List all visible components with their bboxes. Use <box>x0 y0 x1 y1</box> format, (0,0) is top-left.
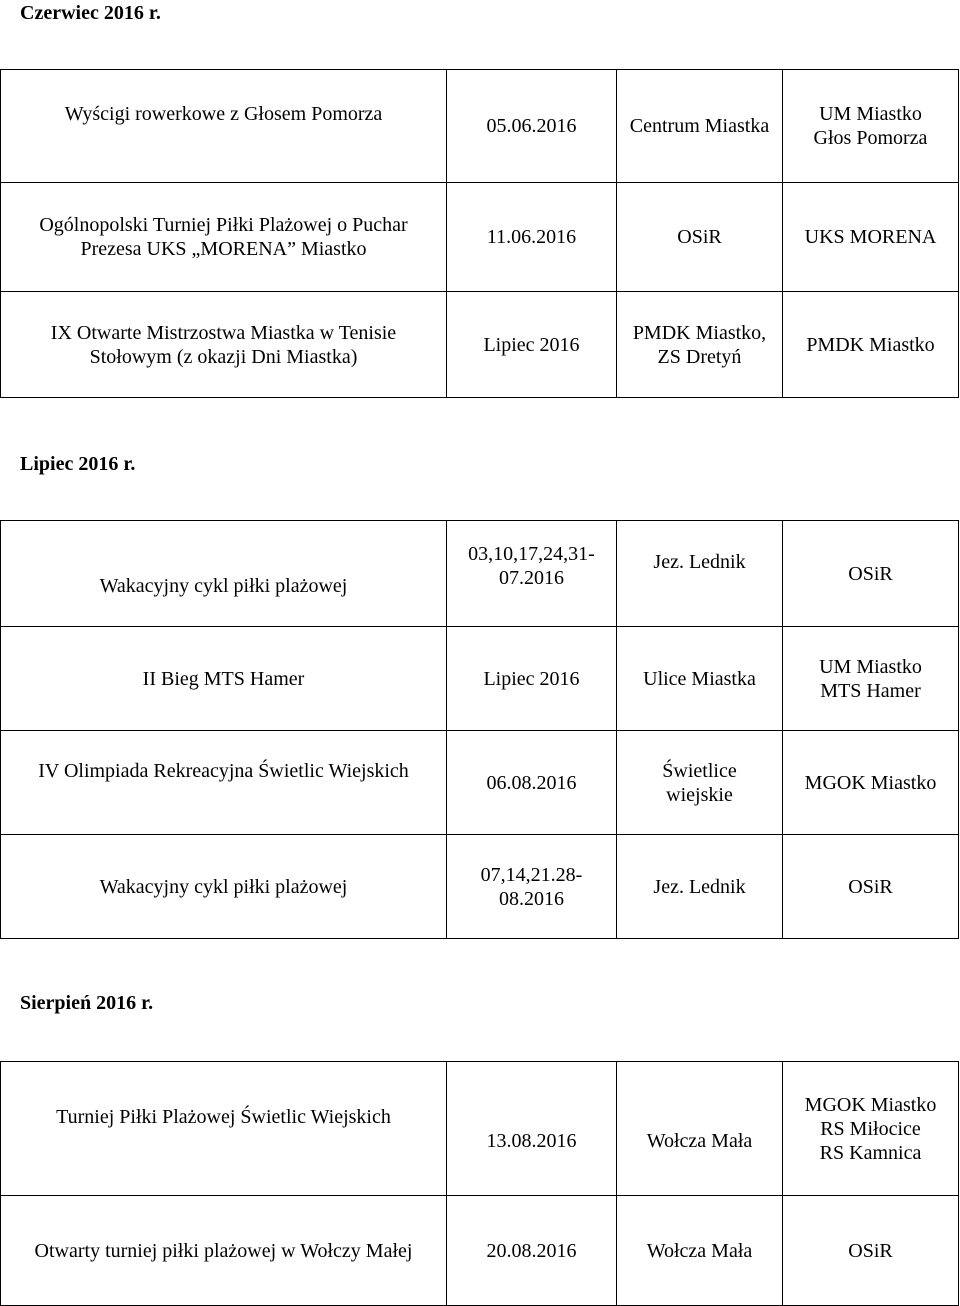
event-place-cell: Świetlice wiejskie <box>617 731 783 835</box>
table-row <box>1 731 959 835</box>
event-place-cell: Jez. Lednik <box>617 835 783 939</box>
event-place-cell: Wołcza Mała <box>617 1196 783 1306</box>
event-name-cell: Wakacyjny cykl piłki plażowej <box>1 835 447 939</box>
event-place-cell: OSiR <box>617 183 783 292</box>
event-place-cell: PMDK Miastko, ZS Dretyń <box>617 292 783 398</box>
section-heading-july: Lipiec 2016 r. <box>20 453 136 475</box>
event-name-cell: Turniej Piłki Plażowej Świetlic Wiejskich <box>1 1062 447 1196</box>
event-organizer-cell: UM Miastko MTS Hamer <box>783 627 959 731</box>
event-organizer-cell: OSiR <box>783 521 959 627</box>
event-name-cell: IX Otwarte Mistrzostwa Miastka w Tenisie Stołowym (z okazji Dni Miastka) <box>1 292 447 398</box>
event-name-cell: Wakacyjny cykl piłki plażowej <box>1 521 447 627</box>
table-row <box>1 1062 959 1196</box>
table-row <box>1 183 959 292</box>
event-organizer-cell: OSiR <box>783 835 959 939</box>
event-name-cell: II Bieg MTS Hamer <box>1 627 447 731</box>
event-name-cell: Wyścigi rowerkowe z Głosem Pomorza <box>1 70 447 183</box>
event-place-cell: Ulice Miastka <box>617 627 783 731</box>
event-organizer-cell: MGOK Miastko <box>783 731 959 835</box>
event-date-cell: 03,10,17,24,31- 07.2016 <box>447 521 617 627</box>
event-place-cell: Centrum Miastka <box>617 70 783 183</box>
event-date-cell: Lipiec 2016 <box>447 292 617 398</box>
event-name-cell: Ogólnopolski Turniej Piłki Plażowej o Puchar Prezesa UKS „MORENA” Miastko <box>1 183 447 292</box>
events-table-august <box>0 1061 959 1306</box>
events-table-july <box>0 520 959 939</box>
event-date-cell: 11.06.2016 <box>447 183 617 292</box>
table-row <box>1 521 959 627</box>
events-table-june <box>0 69 959 398</box>
table-row <box>1 70 959 183</box>
event-place-cell: Wołcza Mała <box>617 1062 783 1196</box>
event-organizer-cell: OSiR <box>783 1196 959 1306</box>
event-organizer-cell: PMDK Miastko <box>783 292 959 398</box>
table-row <box>1 627 959 731</box>
section-heading-june: Czerwiec 2016 r. <box>20 2 161 24</box>
event-name-cell: Otwarty turniej piłki plażowej w Wołczy Małej <box>1 1196 447 1306</box>
event-name-cell: IV Olimpiada Rekreacyjna Świetlic Wiejskich <box>1 731 447 835</box>
event-organizer-cell: UM Miastko Głos Pomorza <box>783 70 959 183</box>
event-date-cell: 07,14,21.28- 08.2016 <box>447 835 617 939</box>
table-row <box>1 835 959 939</box>
event-date-cell: Lipiec 2016 <box>447 627 617 731</box>
section-heading-august: Sierpień 2016 r. <box>20 992 154 1014</box>
event-organizer-cell: MGOK Miastko RS Miłocice RS Kamnica <box>783 1062 959 1196</box>
table-row <box>1 292 959 398</box>
event-organizer-cell: UKS MORENA <box>783 183 959 292</box>
event-date-cell: 06.08.2016 <box>447 731 617 835</box>
event-date-cell: 13.08.2016 <box>447 1062 617 1196</box>
event-date-cell: 20.08.2016 <box>447 1196 617 1306</box>
event-place-cell: Jez. Lednik <box>617 521 783 627</box>
table-row <box>1 1196 959 1306</box>
event-date-cell: 05.06.2016 <box>447 70 617 183</box>
